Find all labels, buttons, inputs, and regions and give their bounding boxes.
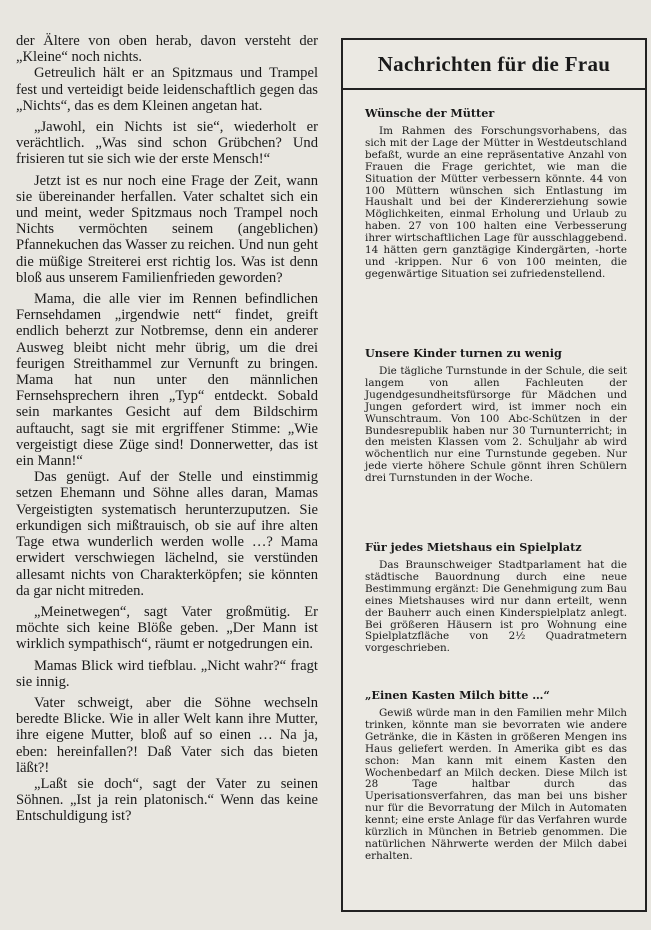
paragraph: „Jawohl, ein Nichts ist sie“, wiederholt er verächtlich. „Was sind schon Grübchen? Und frisieren tut sie sich wie der erste Mensch!“ bbox=[16, 119, 318, 168]
paragraph: Mama, die alle vier im Rennen befindlichen Fernsehdamen „irgendwie nett“ findet, greift endlich beherzt zur Notbremse, denn ein anderer Ausweg bleibt nicht mehr übrig, um die drei feurigen Streithammel zur Vernunft zu bringen. Mama hat nun unter den männlichen Fernsehsprechern ihren „Typ“ entdeckt. Sobald sein markantes Gesicht auf dem Bildschirm auftaucht, sagt sie mit ergriffener Stimme: „Wie vergeistigt diese Züge sind! Donnerwetter, das ist ein Mann!“ bbox=[16, 291, 318, 470]
paragraph: Getreulich hält er an Spitzmaus und Trampel fest und verteidigt beide leidenschaftlich gegen das „Nichts“, das es dem Kleinen angetan hat. bbox=[16, 65, 318, 114]
paragraph: der Ältere von oben herab, davon versteht der „Kleine“ noch nichts. bbox=[16, 33, 318, 66]
paragraph: „Laßt sie doch“, sagt der Vater zu seinen Söhnen. „Ist ja rein platonisch.“ Wenn das keine Entschuldigung ist? bbox=[16, 775, 318, 825]
news-text: Gewiß würde man in den Familien mehr Milch trinken, könnte man sie bevorraten wie andere Getränke, die in Kästen in größeren Mengen ins Haus geliefert werden. In Amerika gibt es das schon: Man kann mit einem Kasten den Wochenbedarf an Milch decken. Diese Milch ist 28 Tage haltbar durch das Uperisationsverfahren, das man bei uns bisher nur für die Bevorratung der Milch in Automaten kennt; eine erste Anlage für das Verfahren wurde kürzlich in München in Betrieb genommen. Die natürlichen Nährwerte werden der Milch dabei erhalten. bbox=[365, 707, 627, 862]
news-item bbox=[365, 346, 627, 485]
news-text: Das Braunschweiger Stadtparlament hat die städtische Bauordnung durch eine neue Bestimmung ergänzt: Die Genehmigung zum Bau eines Mietshauses wird nur dann erteilt, wenn der Bauherr auch einen Kinderspielplatz anlegt. Bei größeren Häusern ist pro Wohnung eine Spielplatzfläche von 2½ Quadratmetern vorgeschrieben. bbox=[365, 559, 627, 655]
news-box bbox=[341, 38, 647, 912]
paragraph: Vater schweigt, aber die Söhne wechseln beredte Blicke. Wie in aller Welt kann ihre Mutter, ihre eigene Mutter, bloß auf so einen … Na ja, eben: hereinfallen?! Daß Vater sich das bieten läßt?! bbox=[16, 694, 318, 776]
news-item bbox=[365, 106, 627, 281]
news-heading: „Einen Kasten Milch bitte …“ bbox=[365, 688, 550, 702]
news-text: Die tägliche Turnstunde in der Schule, die seit langem von allen Fachleuten der Jugendgesundheitsfürsorge für Mädchen und Jungen gefordert wird, ist immer noch ein Wunschtraum. Von 100 Abc-Schützen in der Bundesrepublik haben nur 30 Turnunterricht; in den meisten Klassen vom 2. Schuljahr ab wird wöchentlich nur eine Turnstunde gegeben. Nur jede vierte höhere Schule gönnt ihren Schülern drei Turnstunden in der Woche. bbox=[365, 365, 627, 485]
box-title: Nachrichten für die Frau bbox=[343, 40, 645, 90]
news-heading: Für jedes Mietshaus ein Spielplatz bbox=[365, 540, 582, 554]
paragraph: Das genügt. Auf der Stelle und einstimmig setzen Ehemann und Söhne alles daran, Mamas Vergeistigten systematisch herunterzuputzen. Sie erkundigen sich mißtrauisch, ob sie auf ihre alten Tage etwa wunderlich werden wolle …? Mama erwidert verschwiegen lächelnd, sie verstünden allesamt nichts von Charakterköpfen; sie könnten da gar nicht mitreden. bbox=[16, 469, 318, 599]
paragraph: „Meinetwegen“, sagt Vater großmütig. Er möchte sich keine Blöße geben. „Der Mann ist wirklich sympathisch“, räumt er notgedrungen ein. bbox=[16, 603, 318, 653]
paragraph: Mamas Blick wird tiefblau. „Nicht wahr?“ fragt sie innig. bbox=[16, 657, 318, 690]
news-text: Im Rahmen des Forschungsvorhabens, das sich mit der Lage der Mütter in Westdeutschland befaßt, wurde an eine repräsentative Anzahl von Frauen die Frage gerichtet, wie man die Situation der Mütter verbessern könnte. 44 von 100 Müttern wünschen sich Entlastung im Haushalt und bei der Kindererziehung sowie Möglichkeiten, einmal Erholung und Urlaub zu haben. 27 von 100 halten eine Verbesserung ihrer wirtschaftlichen Lage für ausschlaggebend. 14 hätten gern ganztägige Kindergärten, -horte und -krippen. Nur 6 von 100 meinten, die gegenwärtige Situation sei zufriedenstellend. bbox=[365, 125, 627, 280]
paragraph: Jetzt ist es nur noch eine Frage der Zeit, wann sie übereinander herfallen. Vater schaltet sich ein und meint, weder Spitzmaus noch Trampel noch Nichts vermöchten seinem (angeblichen) Pfannekuchen das Wasser zu reichen. Und nun geht die müßige Streiterei erst richtig los. Was ist denn bloß aus unserem Familienfrieden geworden? bbox=[16, 172, 318, 286]
news-item bbox=[365, 540, 627, 655]
news-item bbox=[365, 688, 627, 863]
news-heading: Wünsche der Mütter bbox=[365, 106, 495, 120]
article-column bbox=[16, 33, 318, 825]
news-heading: Unsere Kinder turnen zu wenig bbox=[365, 346, 562, 360]
